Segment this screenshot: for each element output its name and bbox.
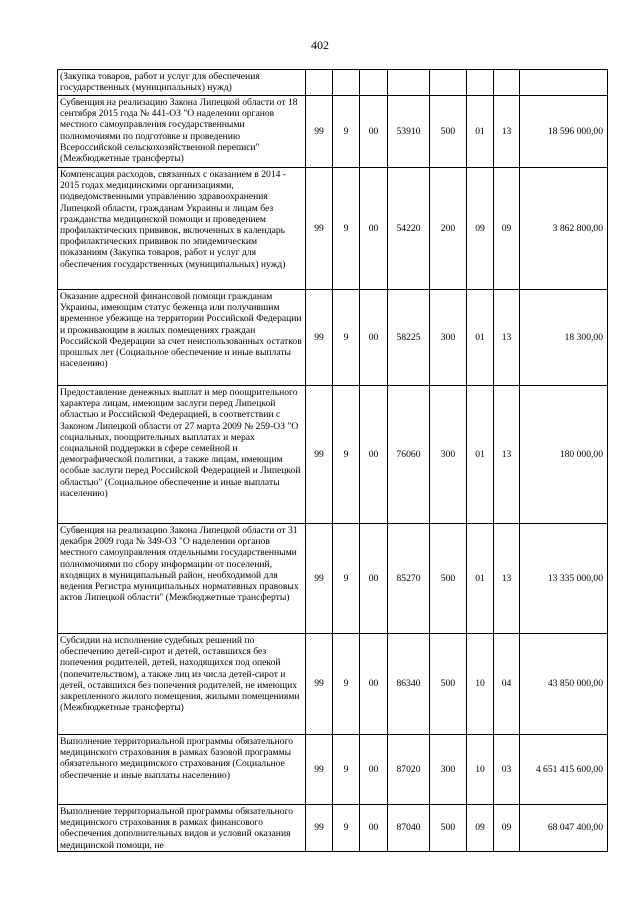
section-code: 10 [467, 735, 494, 805]
row-description: Субвенция на реализацию Закона Липецкой области от 31 декабря 2009 года № 349-ОЗ "О наделении органов местного самоуправления отдельными государственными полномочиями по сбору информации от поселений, входящих в муниципальный район, необходимой для ведения Регистра муниципальных нормативных правовых актов Липецкой области" (Межбюджетные трансферты) [58, 524, 306, 634]
expense-type-code: 200 [430, 168, 467, 290]
section-code: 09 [467, 805, 494, 852]
row-amount: 13 335 000,00 [520, 524, 608, 634]
row-amount: 43 850 000,00 [520, 634, 608, 735]
row-amount: 3 862 800,00 [520, 168, 608, 290]
program-code: 99 [306, 96, 333, 168]
subprogram-code: 9 [333, 386, 360, 524]
row-amount: 4 651 415 600,00 [520, 735, 608, 805]
expense-type-code: 500 [430, 805, 467, 852]
main-event-code: 00 [360, 524, 388, 634]
subsection-code: 09 [494, 805, 520, 852]
row-description: Выполнение территориальной программы обязательного медицинского страхования в рамках базовой программы обязательного медицинского страхования (Социальное обеспечение и иные выплаты населению) [58, 735, 306, 805]
table-row [58, 168, 608, 290]
table-row [58, 735, 608, 805]
table-row [58, 96, 608, 168]
section-code: 01 [467, 386, 494, 524]
main-event-code: 00 [360, 96, 388, 168]
program-code [306, 70, 333, 96]
subsection-code: 13 [494, 386, 520, 524]
direction-code: 53910 [388, 96, 430, 168]
row-amount: 180 000,00 [520, 386, 608, 524]
expense-type-code: 500 [430, 96, 467, 168]
expense-type-code: 300 [430, 735, 467, 805]
page-number: 402 [311, 38, 329, 52]
row-amount: 18 596 000,00 [520, 96, 608, 168]
expense-type-code: 300 [430, 290, 467, 386]
direction-code: 87040 [388, 805, 430, 852]
row-description: (Закупка товаров, работ и услуг для обеспечения государственных (муниципальных) нужд) [58, 70, 306, 96]
row-description: Субвенция на реализацию Закона Липецкой области от 18 сентября 2015 года № 441-ОЗ "О наделении органов местного самоуправления государственными полномочиями по подготовке и проведению Всероссийской сельскохозяйственной переписи" (Межбюджетные трансферты) [58, 96, 306, 168]
main-event-code [360, 70, 388, 96]
expense-type-code: 300 [430, 386, 467, 524]
table-row [58, 386, 608, 524]
main-event-code: 00 [360, 386, 388, 524]
main-event-code: 00 [360, 805, 388, 852]
expense-type-code [430, 70, 467, 96]
row-description: Выполнение территориальной программы обязательного медицинского страхования в рамках финансового обеспечения дополнительных видов и условий оказания медицинской помощи, не [58, 805, 306, 852]
direction-code [388, 70, 430, 96]
subsection-code: 04 [494, 634, 520, 735]
direction-code: 87020 [388, 735, 430, 805]
table-row [58, 805, 608, 852]
expense-type-code: 500 [430, 524, 467, 634]
subprogram-code [333, 70, 360, 96]
subprogram-code: 9 [333, 290, 360, 386]
direction-code: 85270 [388, 524, 430, 634]
subsection-code: 03 [494, 735, 520, 805]
expense-type-code: 500 [430, 634, 467, 735]
subprogram-code: 9 [333, 805, 360, 852]
table-row [58, 524, 608, 634]
row-amount: 68 047 400,00 [520, 805, 608, 852]
direction-code: 86340 [388, 634, 430, 735]
program-code: 99 [306, 735, 333, 805]
section-code [467, 70, 494, 96]
direction-code: 54220 [388, 168, 430, 290]
subprogram-code: 9 [333, 524, 360, 634]
row-amount: 18 300,00 [520, 290, 608, 386]
main-event-code: 00 [360, 735, 388, 805]
program-code: 99 [306, 168, 333, 290]
program-code: 99 [306, 386, 333, 524]
row-description: Предоставление денежных выплат и мер поощрительного характера лицам, имеющим заслуги перед Липецкой областью и Российской Федерацией, в соответствии с Законом Липецкой области от 27 марта 2009 № 259-ОЗ "О социальных, поощрительных выплатах и мерах социальной поддержки в сфере семейной и демографической политики, а также лицам, имеющим особые заслуги перед Российской Федерацией и Липецкой областью" (Социальное обеспечение и иные выплаты населению) [58, 386, 306, 524]
row-description: Оказание адресной финансовой помощи гражданам Украины, имеющим статус беженца или получившим временное убежище на территории Российской Федерации и проживающим в жилых помещениях граждан Российской Федерации за счет неиспользованных остатков прошлых лет (Социальное обеспечение и иные выплаты населению) [58, 290, 306, 386]
row-description: Субсидии на исполнение судебных решений по обеспечению детей-сирот и детей, оставшихся без попечения родителей, детей, находящихся под опекой (попечительством), а также лиц из числа детей-сирот и детей, оставшихся без попечения родителей, не имеющих закрепленного жилого помещения, жилыми помещениями (Межбюджетные трансферты) [58, 634, 306, 735]
row-amount [520, 70, 608, 96]
subsection-code: 13 [494, 290, 520, 386]
subprogram-code: 9 [333, 735, 360, 805]
main-event-code: 00 [360, 634, 388, 735]
section-code: 01 [467, 524, 494, 634]
subprogram-code: 9 [333, 96, 360, 168]
section-code: 01 [467, 96, 494, 168]
table-row [58, 290, 608, 386]
program-code: 99 [306, 634, 333, 735]
subprogram-code: 9 [333, 168, 360, 290]
subsection-code [494, 70, 520, 96]
main-event-code: 00 [360, 168, 388, 290]
subsection-code: 09 [494, 168, 520, 290]
program-code: 99 [306, 805, 333, 852]
program-code: 99 [306, 290, 333, 386]
direction-code: 76060 [388, 386, 430, 524]
subsection-code: 13 [494, 524, 520, 634]
section-code: 01 [467, 290, 494, 386]
subsection-code: 13 [494, 96, 520, 168]
main-event-code: 00 [360, 290, 388, 386]
section-code: 09 [467, 168, 494, 290]
program-code: 99 [306, 524, 333, 634]
budget-table [57, 69, 608, 852]
direction-code: 58225 [388, 290, 430, 386]
table-row [58, 634, 608, 735]
table-row [58, 70, 608, 96]
section-code: 10 [467, 634, 494, 735]
row-description: Компенсация расходов, связанных с оказанием в 2014 - 2015 годах медицинскими организациями, подведомственными управлению здравоохранения Липецкой области, гражданам Украины и лицам без гражданства медицинской помощи и проведением профилактических прививок, включенных в календарь профилактических прививок по эпидемическим показаниям (Закупка товаров, работ и услуг для обеспечения государственных (муниципальных) нужд) [58, 168, 306, 290]
subprogram-code: 9 [333, 634, 360, 735]
